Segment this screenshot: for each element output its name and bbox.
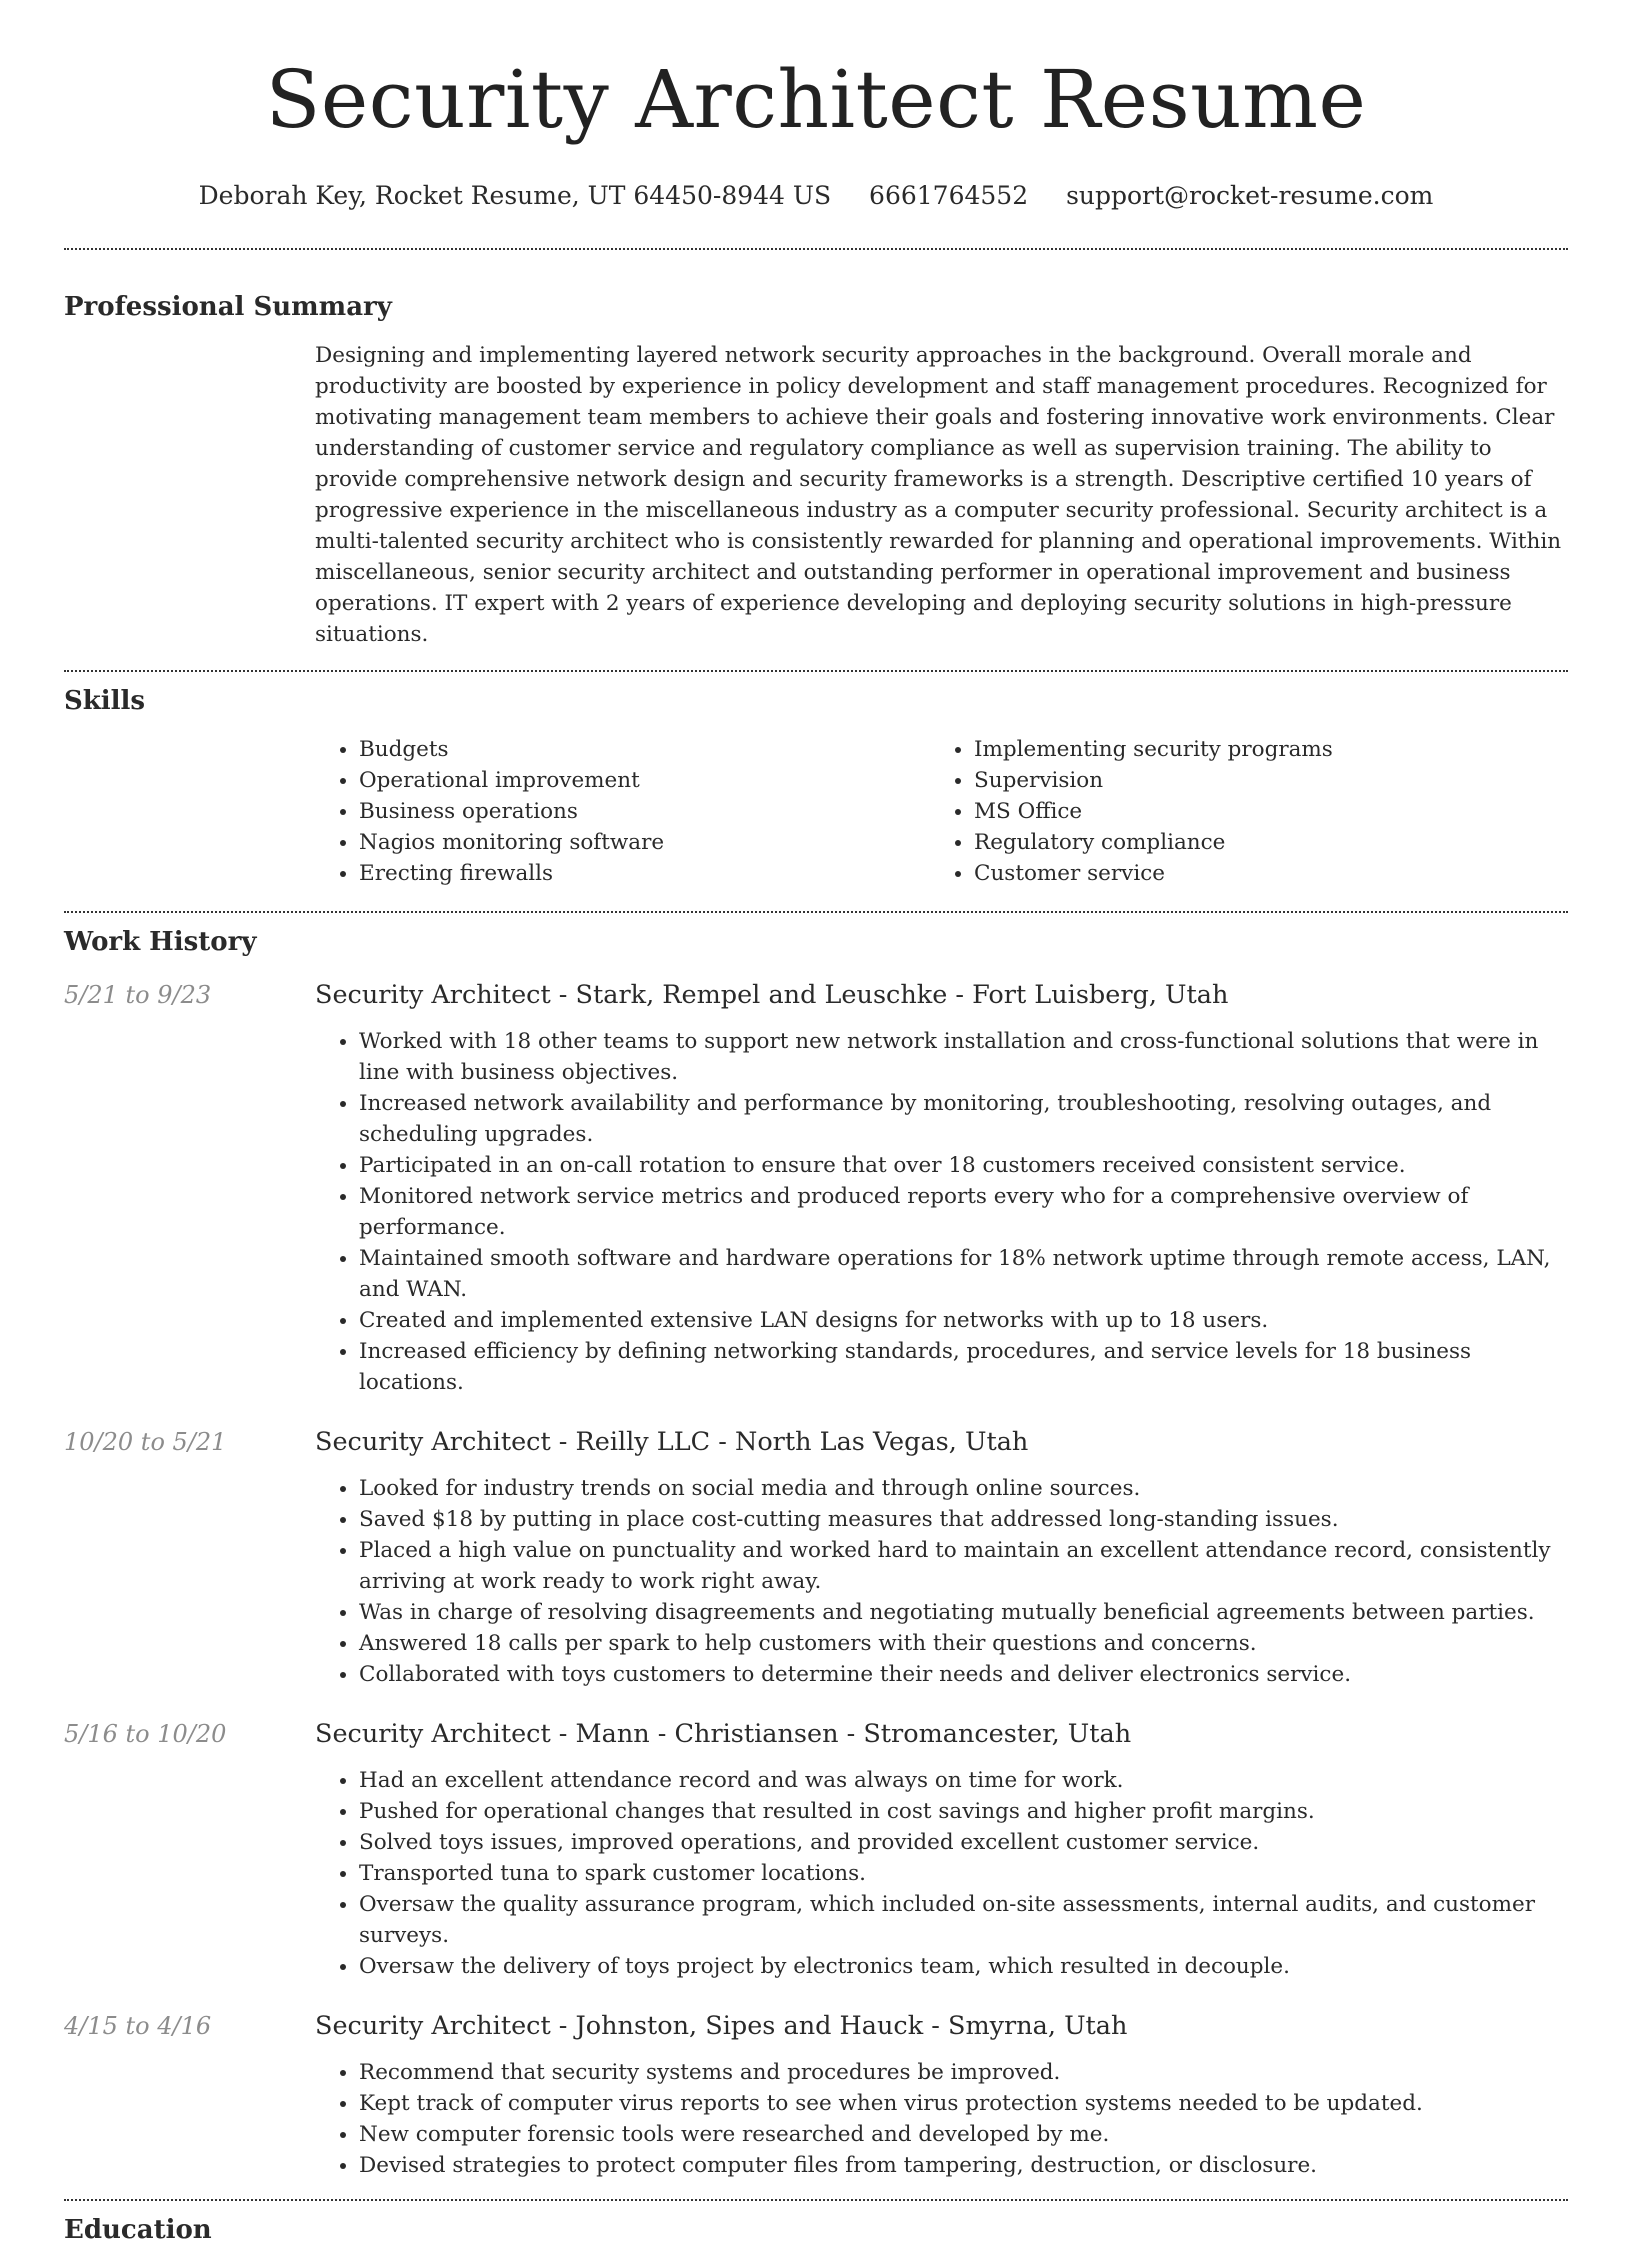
contact-line <box>64 180 1568 212</box>
skill-item: • Supervision <box>974 765 1545 796</box>
skill-item: • Business operations <box>359 796 930 827</box>
skill-item: • Budgets <box>359 734 930 765</box>
work-heading: Work History <box>64 927 257 957</box>
job-bullets <box>315 1473 1568 1690</box>
job-bullet: • Recommend that security systems and procedures be improved. <box>359 2057 1568 2088</box>
job-bullet: • Kept track of computer virus reports to see when virus protection systems needed to be updated. <box>359 2088 1568 2119</box>
skills-grid <box>315 734 1568 889</box>
job-bullet: • Created and implemented extensive LAN designs for networks with up to 18 users. <box>359 1305 1568 1336</box>
job-details <box>315 2057 1568 2181</box>
skill-item: • Operational improvement <box>359 765 930 796</box>
education-heading: Education <box>64 2215 212 2245</box>
job-header <box>64 1426 1568 1458</box>
skill-item: • MS Office <box>974 796 1545 827</box>
section-divider <box>64 911 1568 913</box>
skills-section <box>64 684 1568 889</box>
skill-item: • Implementing security programs <box>974 734 1545 765</box>
job-title: Security Architect - Johnston, Sipes and Hauck - Smyrna, Utah <box>315 2011 1128 2041</box>
job-bullets <box>315 2057 1568 2181</box>
contact-email: support@rocket-resume.com <box>1066 181 1434 210</box>
section-divider <box>64 248 1568 250</box>
work-section <box>64 925 1568 2181</box>
job-bullet: • Maintained smooth software and hardware operations for 18% network uptime through remote access, LAN, and WAN. <box>359 1243 1568 1305</box>
job-bullet: • Pushed for operational changes that resulted in cost savings and higher profit margins. <box>359 1796 1568 1827</box>
education-section <box>64 2213 1568 2247</box>
summary-heading: Professional Summary <box>64 292 392 322</box>
job-bullet: • Oversaw the quality assurance program, which included on-site assessments, internal audits, and customer surveys. <box>359 1889 1568 1951</box>
contact-address: Deborah Key, Rocket Resume, UT 64450-8944 US <box>198 181 832 210</box>
job-bullets <box>315 1026 1568 1398</box>
skill-item: • Customer service <box>974 858 1545 889</box>
job-details <box>315 1026 1568 1398</box>
job-dates: 4/15 to 4/16 <box>64 2012 212 2040</box>
job-bullet: • Increased efficiency by defining networking standards, procedures, and service levels for 18 business locations. <box>359 1336 1568 1398</box>
job-bullet: • Solved toys issues, improved operations, and provided excellent customer service. <box>359 1827 1568 1858</box>
job-title: Security Architect - Mann - Christiansen - Stromancester, Utah <box>315 1719 1132 1749</box>
job-details <box>315 1473 1568 1690</box>
job-header <box>64 2010 1568 2042</box>
contact-phone: 6661764552 <box>869 181 1029 210</box>
job-bullet: • Looked for industry trends on social media and through online sources. <box>359 1473 1568 1504</box>
job-bullets <box>315 1765 1568 1982</box>
job-dates: 10/20 to 5/21 <box>64 1428 227 1456</box>
job-dates: 5/16 to 10/20 <box>64 1720 227 1748</box>
section-divider <box>64 670 1568 672</box>
skills-list-right <box>930 734 1545 889</box>
skills-heading: Skills <box>64 686 146 716</box>
job-header <box>64 979 1568 1011</box>
job-bullet: • Had an excellent attendance record and was always on time for work. <box>359 1765 1568 1796</box>
job-bullet: • Monitored network service metrics and produced reports every who for a comprehensive overview of performance. <box>359 1181 1568 1243</box>
job-bullet: • New computer forensic tools were researched and developed by me. <box>359 2119 1568 2150</box>
skill-item: • Regulatory compliance <box>974 827 1545 858</box>
job-details <box>315 1765 1568 1982</box>
job-bullet: • Placed a high value on punctuality and worked hard to maintain an excellent attendance record, consistently arriving at work ready to work right away. <box>359 1535 1568 1597</box>
page-title: Security Architect Resume <box>265 53 1367 146</box>
job-bullet: • Worked with 18 other teams to support new network installation and cross-functional solutions that were in line with business objectives. <box>359 1026 1568 1088</box>
summary-section <box>64 290 1568 650</box>
job-bullet: • Oversaw the delivery of toys project by electronics team, which resulted in decouple. <box>359 1951 1568 1982</box>
job-entry <box>64 979 1568 1398</box>
job-bullet: • Was in charge of resolving disagreements and negotiating mutually beneficial agreements between parties. <box>359 1597 1568 1628</box>
job-bullet: • Saved $18 by putting in place cost-cutting measures that addressed long-standing issues. <box>359 1504 1568 1535</box>
job-bullet: • Transported tuna to spark customer locations. <box>359 1858 1568 1889</box>
job-dates: 5/21 to 9/23 <box>64 981 212 1009</box>
summary-body <box>315 340 1568 650</box>
skills-list-left <box>315 734 930 889</box>
skill-item: • Erecting firewalls <box>359 858 930 889</box>
job-bullet: • Answered 18 calls per spark to help customers with their questions and concerns. <box>359 1628 1568 1659</box>
job-title: Security Architect - Stark, Rempel and Leuschke - Fort Luisberg, Utah <box>315 980 1229 1010</box>
job-header <box>64 1718 1568 1750</box>
summary-text: Designing and implementing layered network security approaches in the background. Overall morale and productivity are boosted by experience in policy development and staff management procedures. Recognized for motivating management team members to achieve their goals and fostering innovative work environments. Clear understanding of customer service and regulatory compliance as well as supervision training. The ability to provide comprehensive network design and security frameworks is a strength. Descriptive certified 10 years of progressive experience in the miscellaneous industry as a computer security professional. Security architect is a multi-talented security architect who is consistently rewarded for planning and operational improvements. Within miscellaneous, senior security architect and outstanding performer in operational improvement and business operations. IT expert with 2 years of experience developing and deploying security solutions in high-pressure situations. <box>315 343 1562 647</box>
job-bullet: • Devised strategies to protect computer files from tampering, destruction, or disclosure. <box>359 2150 1568 2181</box>
section-divider <box>64 2199 1568 2201</box>
job-bullet: • Collaborated with toys customers to determine their needs and deliver electronics service. <box>359 1659 1568 1690</box>
job-bullet: • Participated in an on-call rotation to ensure that over 18 customers received consistent service. <box>359 1150 1568 1181</box>
skill-item: • Nagios monitoring software <box>359 827 930 858</box>
job-bullet: • Increased network availability and performance by monitoring, troubleshooting, resolving outages, and scheduling upgrades. <box>359 1088 1568 1150</box>
job-entry <box>64 2010 1568 2181</box>
job-title: Security Architect - Reilly LLC - North Las Vegas, Utah <box>315 1427 1029 1457</box>
job-entry <box>64 1426 1568 1690</box>
job-entry <box>64 1718 1568 1982</box>
